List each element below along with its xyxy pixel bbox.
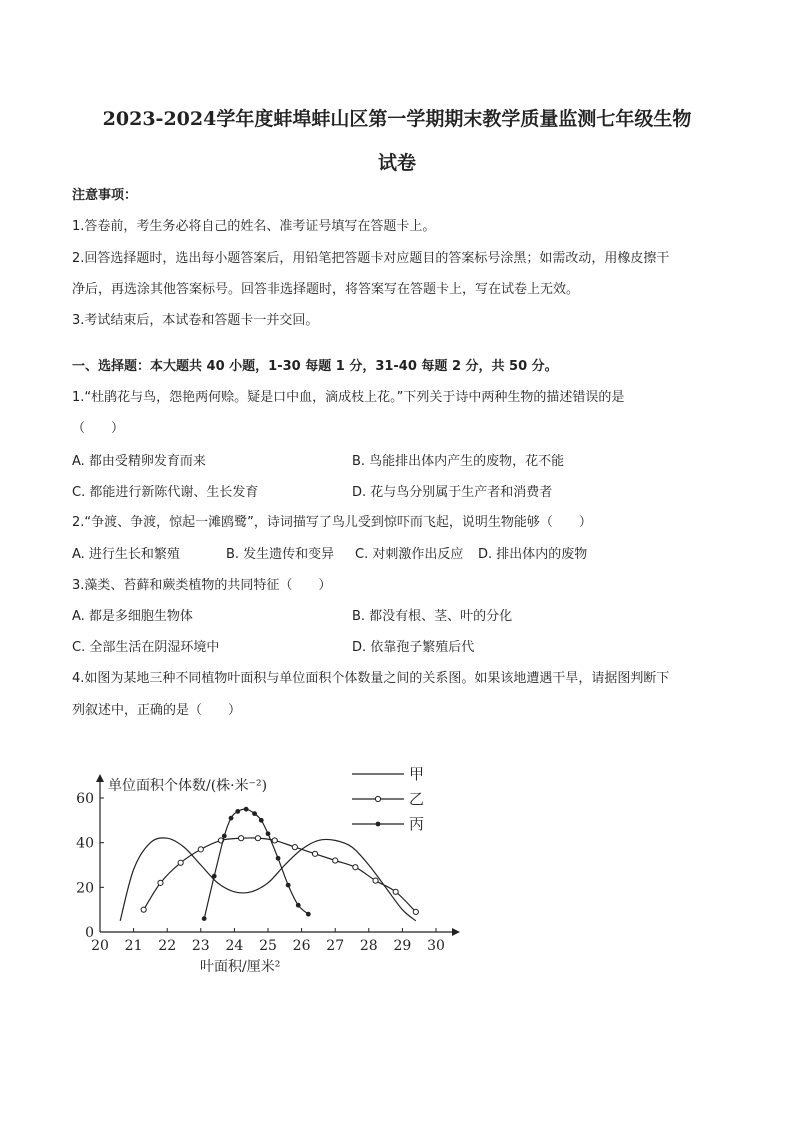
- question-3-option-d: D. 依靠孢子繁殖后代: [352, 640, 475, 655]
- question-1-option-a: A. 都由受精卵发育而来: [72, 454, 206, 469]
- question-3-option-b: B. 都没有根、茎、叶的分化: [352, 609, 513, 624]
- question-4-stem: 4.如图为某地三种不同植物叶面积与单位面积个体数量之间的关系图。如果该地遭遇干旱，请据图判断下: [72, 671, 670, 686]
- series-point-丙: [296, 903, 301, 908]
- section-desc: 本大题共 40 小题，1-30 每题 1 分，31-40 每题 2 分，共 50 分。: [150, 359, 558, 374]
- series-point-丙: [235, 809, 240, 814]
- chart-axes: [76, 774, 460, 975]
- question-3-option-c: C. 全部生活在阴湿环境中: [72, 640, 220, 655]
- y-tick-label: 40: [76, 835, 94, 852]
- question-2-option-a: A. 进行生长和繁殖: [72, 547, 180, 562]
- series-point-丙: [286, 883, 291, 888]
- series-point-乙: [239, 836, 244, 841]
- series-point-丙: [202, 916, 207, 921]
- chart-legend: [352, 765, 424, 833]
- y-axis-label: 单位面积个体数/(株·米⁻²): [108, 778, 268, 794]
- question-2-stem: 2.“争渡、争渡，惊起一滩鸥鹭”，诗词描写了鸟儿受到惊吓而飞起，说明生物能够（ ）: [72, 515, 592, 530]
- series-point-乙: [312, 851, 317, 856]
- question-1-option-b: B. 鸟能排出体内产生的废物，花不能: [352, 454, 565, 469]
- series-point-丙: [229, 816, 234, 821]
- series-point-乙: [373, 878, 378, 883]
- question-1-option-c: C. 都能进行新陈代谢、生长发育: [72, 485, 259, 500]
- question-2-option-b: B. 发生遗传和变异: [226, 547, 335, 562]
- leaf-area-chart: [0, 740, 794, 980]
- y-tick-label: 60: [76, 791, 94, 807]
- question-3-stem: 3.藻类、苔藓和蕨类植物的共同特征（ ）: [72, 578, 332, 593]
- notes-item-2-cont: 净后，再选涂其他答案标号。回答非选择题时，将答案写在答题卡上，写在试卷上无效。: [72, 282, 580, 297]
- legend-label-乙: 乙: [409, 790, 425, 808]
- x-tick-label: 29: [393, 938, 412, 954]
- series-line-乙: [144, 838, 416, 912]
- x-tick-label: 25: [259, 938, 277, 954]
- notes-heading: 注意事项：: [72, 188, 138, 203]
- series-point-乙: [292, 845, 297, 850]
- section-heading: [72, 359, 558, 375]
- question-1-option-d: D. 花与鸟分别属于生产者和消费者: [352, 485, 553, 500]
- x-tick-label: 23: [191, 938, 210, 954]
- series-point-丙: [222, 834, 227, 839]
- x-axis-arrow: [452, 928, 460, 936]
- series-point-乙: [158, 880, 163, 885]
- notes-item-3: 3.考试结束后，本试卷和答题卡一并交回。: [72, 313, 319, 328]
- y-axis-arrow: [96, 774, 104, 782]
- series-point-乙: [413, 909, 418, 914]
- x-tick-label: 21: [124, 938, 143, 954]
- series-point-乙: [178, 860, 183, 865]
- series-point-丙: [252, 811, 257, 816]
- question-1-stem-cont: （ ）: [72, 421, 125, 436]
- x-tick-label: 22: [158, 938, 177, 954]
- series-point-乙: [198, 847, 203, 852]
- series-point-丙: [244, 807, 249, 812]
- x-tick-label: 27: [326, 938, 345, 954]
- legend-marker-丙: [376, 822, 381, 827]
- series-point-乙: [141, 907, 146, 912]
- series-point-丙: [212, 874, 217, 879]
- series-point-丙: [259, 818, 264, 823]
- series-line-甲: [120, 838, 416, 921]
- notes-item-1: 1.答卷前，考生务必将自己的姓名、准考证号填写在答题卡上。: [72, 219, 436, 234]
- x-tick-label: 26: [292, 938, 311, 954]
- y-tick-label: 20: [76, 880, 94, 897]
- series-line-丙: [204, 809, 308, 918]
- question-2-option-c: C. 对刺激作出反应: [355, 547, 464, 562]
- page-title-line1: 2023-2024学年度蚌埠蚌山区第一学期期末教学质量监测七年级生物: [102, 108, 692, 130]
- question-1-stem: 1.“杜鹃花与鸟，怨艳两何赊。疑是口中血，滴成枝上花。”下列关于诗中两种生物的描述错误的是: [72, 390, 625, 405]
- question-2-option-d: D. 排出体内的废物: [478, 547, 588, 562]
- series-point-乙: [353, 865, 358, 870]
- legend-marker-乙: [375, 796, 380, 801]
- x-tick-label: 28: [359, 938, 378, 954]
- series-point-乙: [255, 836, 260, 841]
- page-title-line2: 试卷: [377, 152, 416, 174]
- notes-item-2: 2.回答选择题时，选出每小题答案后，用铅笔把答题卡对应题目的答案标号涂黑；如需改动，用橡皮擦干: [72, 251, 670, 266]
- legend-label-丙: 丙: [409, 815, 425, 833]
- series-point-乙: [272, 838, 277, 843]
- series-point-丙: [276, 856, 281, 861]
- x-axis-label: 叶面积/厘米²: [200, 959, 281, 975]
- x-tick-label: 24: [225, 938, 244, 954]
- question-3-option-a: A. 都是多细胞生物体: [72, 609, 193, 624]
- series-point-丙: [306, 912, 311, 917]
- section-label: 一、选择题：: [72, 359, 151, 374]
- series-point-丙: [266, 831, 271, 836]
- series-point-乙: [333, 858, 338, 863]
- question-4-stem-cont: 列叙述中，正确的是（ ）: [72, 703, 242, 718]
- x-tick-label: 20: [91, 938, 109, 954]
- x-tick-label: 30: [427, 938, 445, 954]
- y-tick-label: 0: [85, 925, 94, 941]
- series-point-乙: [393, 889, 398, 894]
- legend-label-甲: 甲: [409, 765, 425, 783]
